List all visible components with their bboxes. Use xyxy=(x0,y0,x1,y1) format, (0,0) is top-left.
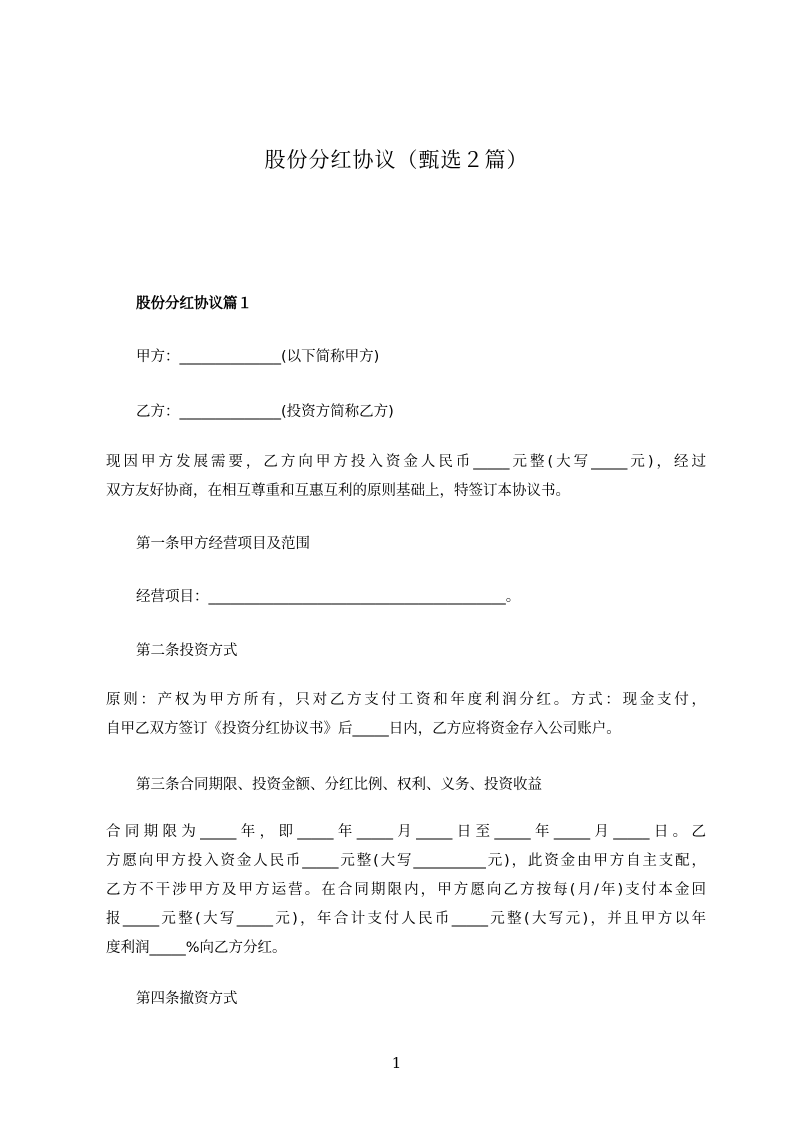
article-3-line-2: 方愿向甲方投入资金人民币_____元整(大写__________元)，此资金由甲方自主支配， xyxy=(106,853,706,869)
article-2-line-2: 自甲乙双方签订《投资分红协议书》后_____日内，乙方应将资金存入公司账户。 xyxy=(106,721,621,737)
page-number: 1 xyxy=(391,1054,402,1072)
article-3-line-5: 度利润_____%向乙方分红。 xyxy=(106,940,287,956)
article-2-title: 第二条投资方式 xyxy=(136,643,238,659)
article-4-title: 第四条撤资方式 xyxy=(136,991,238,1007)
article-2-paragraph xyxy=(106,686,706,744)
article-3-line-1: 合同期限为_____年，即_____年_____月_____日至_____年_____月_____日。乙 xyxy=(106,824,706,840)
article-1-title: 第一条甲方经营项目及范围 xyxy=(136,536,310,552)
party-a-line: 甲方：______________(以下简称甲方) xyxy=(136,349,380,365)
business-item-line: 经营项目：_________________________________________。 xyxy=(136,589,521,605)
article-3-line-4: 报_____元整(大写_____元)，年合计支付人民币_____元整(大写元)，并且甲方以年 xyxy=(106,911,706,927)
document-title: 股份分红协议（甄选２篇） xyxy=(264,148,529,172)
article-2-line-1: 原则：产权为甲方所有，只对乙方支付工资和年度利润分红。方式：现金支付， xyxy=(106,692,706,708)
intro-line-1: 现因甲方发展需要，乙方向甲方投入资金人民币_____元整(大写_____元)，经过 xyxy=(106,454,706,470)
intro-line-2: 双方友好协商，在相互尊重和互惠互利的原则基础上，特签订本协议书。 xyxy=(106,483,570,499)
intro-paragraph xyxy=(106,448,706,506)
party-b-line: 乙方：______________(投资方简称乙方) xyxy=(136,404,394,420)
section-heading: 股份分红协议篇１ xyxy=(136,296,252,312)
article-3-line-3: 乙方不干涉甲方及甲方运营。在合同期限内，甲方愿向乙方按每(月/年)支付本金回 xyxy=(106,882,706,898)
article-3-paragraph xyxy=(106,818,706,963)
article-3-title: 第三条合同期限、投资金额、分红比例、权利、义务、投资收益 xyxy=(136,777,542,793)
